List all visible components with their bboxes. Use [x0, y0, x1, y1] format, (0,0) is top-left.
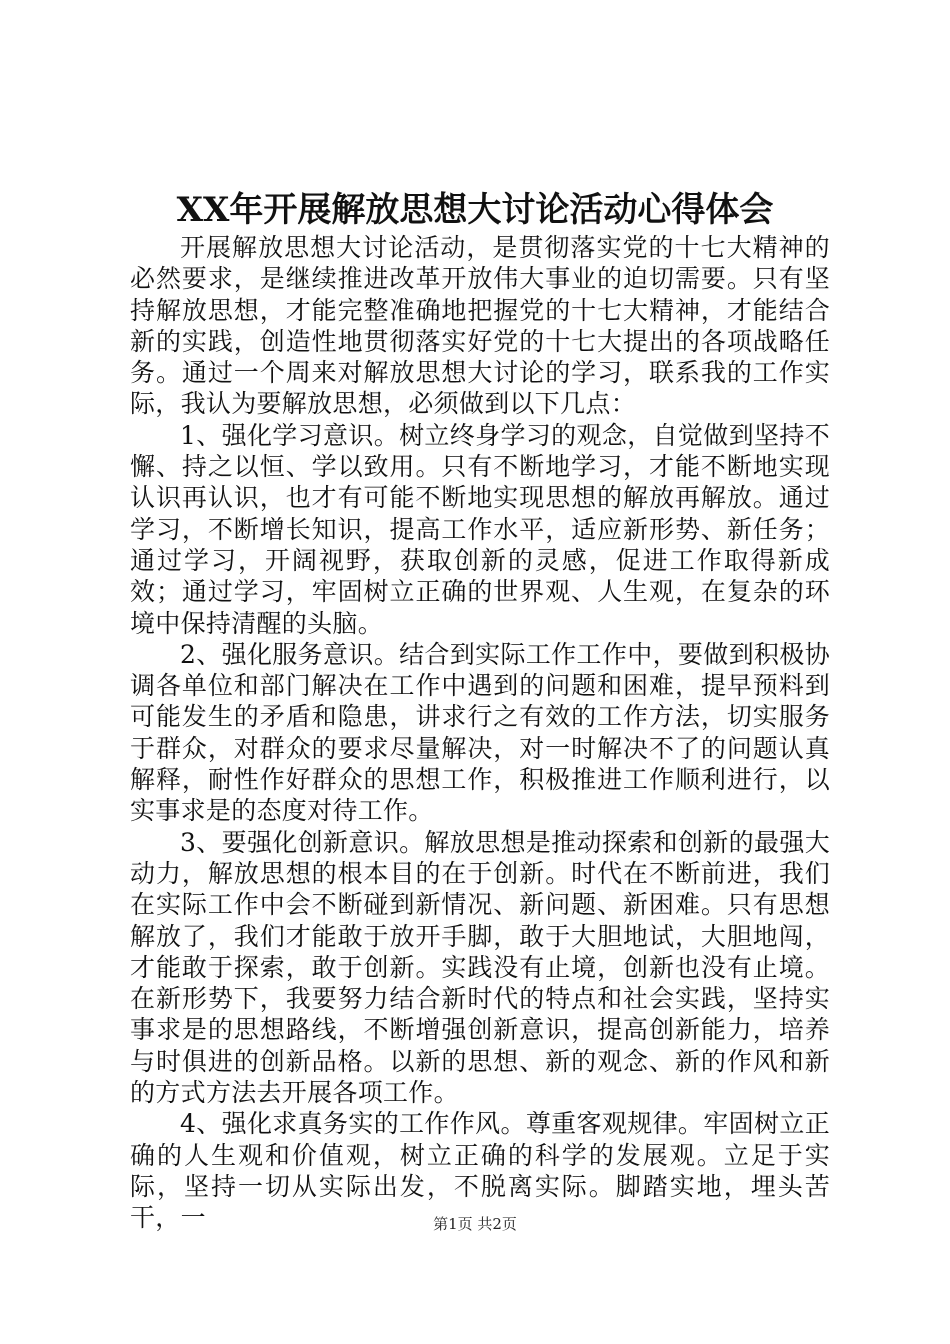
paragraph-point-4: 4、强化求真务实的工作作风。尊重客观规律。牢固树立正确的人生观和价值观，树立正确的科学的发展观。立足于实际，坚持一切从实际出发，不脱离实际。脚踏实地，埋头苦干，一: [130, 1109, 830, 1233]
document-body: [130, 232, 830, 1234]
paragraph-point-2: 2、强化服务意识。结合到实际工作工作中，要做到积极协调各单位和部门解决在工作中遇到的问题和困难，提早预料到可能发生的矛盾和隐患，讲求行之有效的工作方法，切实服务于群众，对群众的要求尽量解决，对一时解决不了的问题认真解释，耐性作好群众的思想工作，积极推进工作顺利进行，以实事求是的态度对待工作。: [130, 639, 830, 826]
page-number-footer: 第1页 共2页: [433, 1215, 517, 1233]
paragraph-point-3: 3、要强化创新意识。解放思想是推动探索和创新的最强大动力，解放思想的根本目的在于创新。时代在不断前进，我们在实际工作中会不断碰到新情况、新问题、新困难。只有思想解放了，我们才能敢于放开手脚，敢于大胆地试，大胆地闯，才能敢于探索，敢于创新。实践没有止境，创新也没有止境。在新形势下，我要努力结合新时代的特点和社会实践，坚持实事求是的思想路线，不断增强创新意识，提高创新能力，培养与时俱进的创新品格。以新的思想、新的观念、新的作风和新的方式方法去开展各项工作。: [130, 827, 830, 1108]
document-title: XX年开展解放思想大讨论活动心得体会: [176, 190, 774, 230]
paragraph-point-1: 1、强化学习意识。树立终身学习的观念，自觉做到坚持不懈、持之以恒、学以致用。只有不断地学习，才能不断地实现认识再认识，也才有可能不断地实现思想的解放再解放。通过学习，不断增长知识，提高工作水平，适应新形势、新任务；通过学习，开阔视野，获取创新的灵感，促进工作取得新成效；通过学习，牢固树立正确的世界观、人生观，在复杂的环境中保持清醒的头脑。: [130, 420, 830, 638]
paragraph-intro: 开展解放思想大讨论活动，是贯彻落实党的十七大精神的必然要求，是继续推进改革开放伟大事业的迫切需要。只有坚持解放思想，才能完整准确地把握党的十七大精神，才能结合新的实践，创造性地贯彻落实好党的十七大提出的各项战略任务。通过一个周来对解放思想大讨论的学习，联系我的工作实际，我认为要解放思想，必须做到以下几点：: [130, 233, 830, 419]
